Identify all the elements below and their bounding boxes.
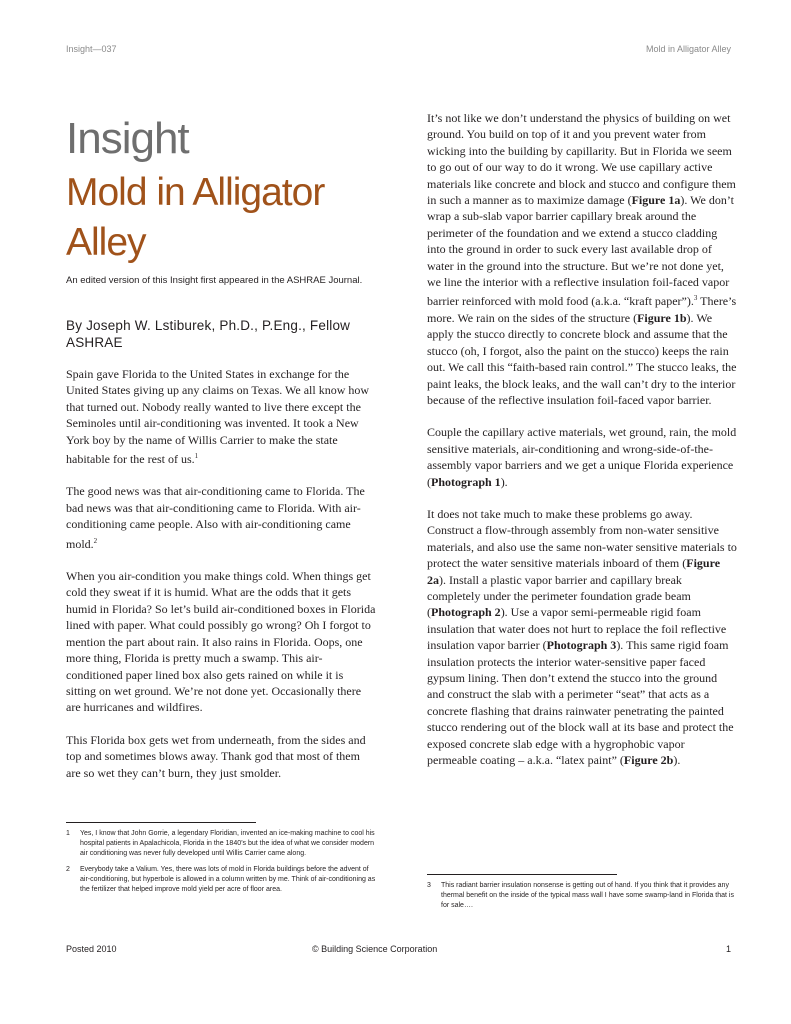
footnotes-right	[427, 881, 737, 911]
footnote	[66, 865, 376, 895]
footnote-ref: 3	[693, 294, 698, 303]
footnote-rule	[66, 822, 256, 823]
footnote	[66, 829, 376, 859]
paragraph: When you air-condition you make things cold. When things get cold they sweat if it is humid. What are the odds that it gets humid in Florida? So let’s build air-conditioned boxes in Florida lined with paper. What could possibly go wrong? Oh I forgot to mention the part about rain. It also rains in Florida. Oops, one more thing, Florida is pretty much a swamp. This air-conditioned paper lined box also gets rained on while it is sitting on wet ground. We’re not done yet. Occasionally there are hurricanes and wildfires.	[66, 569, 376, 715]
footnote-text: Yes, I know that John Gorrie, a legendary Floridian, invented an ice-making machine to cool his hospital patients in Apalachicola, Florida in the 1840’s but the idea of what we consider modern air conditioning was never fully developed until Willis Carrier came along.	[80, 830, 375, 857]
running-header-left: Insight—037	[66, 44, 117, 54]
footer-date: Posted 2010	[66, 944, 117, 954]
footnotes-left	[66, 829, 376, 895]
footnote-text: This radiant barrier insulation nonsense is getting out of hand. If you think that it provides any thermal benefit on the inside of the typical mass wall I have some swamp-land in Florida that is for sale….	[441, 882, 734, 909]
right-column	[427, 110, 737, 784]
figure-ref: Figure 2a	[427, 556, 721, 587]
footnote-number: 2	[66, 866, 70, 873]
footnote-text: Everybody take a Valium. Yes, there was lots of mold in Florida buildings before the advent of air-conditioning, but hyperbole is allowed in a column written by me. Think of air-conditioning as the fertilizer that helped improve mold yield per acre of floor area.	[80, 866, 376, 893]
figure-ref: Figure 1a	[631, 193, 681, 208]
left-column	[66, 366, 376, 797]
footnote-number: 3	[427, 882, 431, 889]
paragraph: Spain gave Florida to the United States in exchange for the United States giving up any claims on Texas. We all know how that turned out. Nobody really wanted to live there except the Seminoles until air-conditioning was invented. It took a New York boy by the name of Willis Carrier to make the state habitable for the rest of us.$^1$	[66, 367, 370, 467]
title-kicker: Insight	[66, 114, 189, 163]
paragraph: This Florida box gets wet from underneath, from the sides and top and sometimes blows away. Thank god that most of them are so wet they can’t burn, they just smolder.	[66, 732, 366, 780]
intro-note: An edited version of this Insight first appeared in the ASHRAE Journal.	[66, 275, 363, 286]
paragraph: The good news was that air-conditioning came to Florida. The bad news was that air-conditioning came to Florida. With air-conditioning came people. Also with air-conditioning came mold.$^2$	[66, 484, 365, 551]
paragraph: It does not take much to make these problems go away. Construct a flow-through assembly from non-water sensitive materials, and also use the same non-water sensitive materials to protect the water sensitive materials inboard of them (Figure 2a). Install a plastic vapor barrier and capillary break completely under the perimeter foundation grade beam (Photograph 2). Use a vapor semi-permeable rigid foam insulation that water does not hurt to replace the foil reflective insulation vapor barrier (Photograph 3). This same rigid foam insulation protects the interior water-sensitive paper faced gypsum lining. Then don’t extend the stucco into the ground and construct the slab with a perimeter “seat” that acts as a concrete flashing that drains rainwater penetrating the painted stucco rendering out of the block wall at its base and protect the exposed concrete slab edge with a hygrophobic vapor permeable coating – a.k.a. “latex paint” (Figure 2b).	[427, 506, 737, 768]
paragraph: It’s not like we don’t understand the physics of building on wet ground. You build on top of it and you prevent water from wicking into the building by capillarity. But in Florida we seem to go out of our way to do it wrong. We use capillary active materials like concrete and block and stucco and configure them in such a manner as to maximize damage (Figure 1a). We don’t wrap a sub-slab vapor barrier capillary break around the perimeter of the foundation and we extend a stucco cladding into the ground in order to suck every last available drop of water in the ground into the structure. But we’re not done yet, we line the interior with a reflective insulation foil-faced vapor barrier reinforced with mold food (a.k.a. “kraft paper”).$^3$ There’s more. We rain on the sides of the structure (Figure 1b). We apply the stucco directly to concrete block and assume that the stucco (oh, I forgot, also the paint on the stucco) keeps the rain out. We call this “faith-based rain control.” The stucco leaks, the paint leaks, the block leaks, and the wall can’t dry to the interior because of the reflective insulation foil-faced vapor barrier.	[427, 111, 737, 407]
paragraph: Couple the capillary active materials, wet ground, rain, the mold sensitive materials, air-conditioning and wrong-side-of-the-assembly vapor barriers and we get a unique Florida experience (Photograph 1).	[427, 425, 737, 489]
footnote-ref: 1	[194, 452, 199, 461]
byline: By Joseph W. Lstiburek, Ph.D., P.Eng., Fellow ASHRAE	[66, 318, 351, 350]
footer-copyright: © Building Science Corporation	[312, 944, 438, 954]
page-title: Mold in Alligator Alley	[66, 171, 325, 264]
footnote-rule	[427, 874, 617, 875]
page-number: 1	[725, 944, 731, 954]
figure-ref: Figure 2b	[623, 753, 674, 768]
photograph-ref: Photograph 1	[431, 474, 501, 489]
photograph-ref: Photograph 3	[546, 638, 617, 653]
running-header-right: Mold in Alligator Alley	[645, 44, 731, 54]
photograph-ref: Photograph 2	[431, 605, 501, 620]
figure-ref: Figure 1b	[637, 310, 687, 325]
footnote-number: 1	[66, 830, 70, 837]
footnote-ref: 2	[93, 536, 98, 545]
footnote	[427, 881, 737, 911]
